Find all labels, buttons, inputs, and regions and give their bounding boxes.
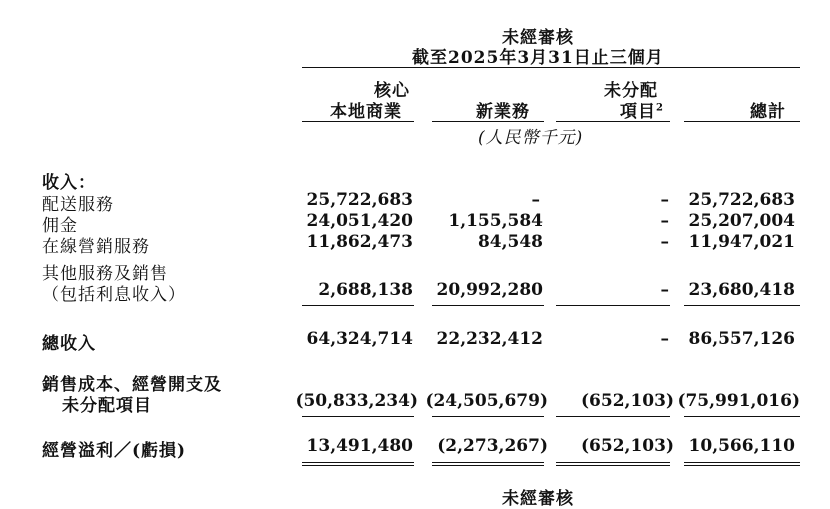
col-new-rule [432, 121, 544, 122]
col-core-rule [302, 121, 414, 122]
col-unallocated-header-line1: 未分配 [604, 81, 658, 101]
costs-rule-core [302, 416, 414, 417]
cell-total-revenue-core: 64,324,714 [306, 329, 413, 349]
cell-delivery-unallocated: – [660, 190, 669, 210]
final-rule-total-2 [684, 465, 800, 466]
cell-total-revenue-new: 22,232,412 [436, 329, 543, 349]
cell-other-services-new: 20,992,280 [436, 280, 543, 300]
cell-costs-new: (24,505,679) [425, 391, 548, 411]
final-rule-new-1 [432, 462, 544, 463]
cell-operating-profit-new: (2,273,267) [437, 436, 548, 456]
row-label-costs: 銷售成本、經營開支及 [42, 375, 222, 395]
cell-online-marketing-unallocated: – [660, 232, 669, 252]
col-unallocated-rule [556, 121, 670, 122]
final-rule-new-2 [432, 465, 544, 466]
final-rule-unallocated-2 [556, 465, 670, 466]
subtotal-rule-core [302, 305, 414, 306]
col-unallocated-label: 項目 [620, 102, 656, 122]
period-header-line1: 未經審核 [502, 28, 574, 48]
cell-commission-unallocated: – [660, 211, 669, 231]
final-rule-unallocated-1 [556, 462, 670, 463]
subtotal-rule-total [684, 305, 800, 306]
col-new-header: 新業務 [476, 102, 530, 122]
row-label-other-services-sub: （包括利息收入） [42, 285, 186, 305]
costs-rule-new [432, 416, 544, 417]
cell-total-revenue-total: 86,557,126 [688, 329, 795, 349]
cell-other-services-core: 2,688,138 [318, 280, 413, 300]
row-label-operating-profit: 經營溢利／(虧損) [42, 441, 187, 461]
cell-online-marketing-new: 84,548 [477, 232, 543, 252]
cell-commission-new: 1,155,584 [448, 211, 543, 231]
cell-delivery-total: 25,722,683 [688, 190, 795, 210]
col-unallocated-header-line2 [620, 97, 664, 122]
period-header-rule [302, 67, 800, 68]
cell-costs-unallocated: (652,103) [581, 391, 674, 411]
final-rule-core-2 [302, 465, 414, 466]
costs-rule-total [684, 416, 800, 417]
footer-partial-heading: 未經審核 [502, 489, 574, 509]
cell-total-revenue-unallocated: – [660, 329, 669, 349]
cell-commission-core: 24,051,420 [306, 211, 413, 231]
cell-operating-profit-unallocated: (652,103) [581, 436, 674, 456]
cell-other-services-unallocated: – [660, 280, 669, 300]
cell-delivery-new: – [531, 190, 540, 210]
row-label-total-revenue: 總收入 [42, 334, 96, 354]
final-rule-total-1 [684, 462, 800, 463]
costs-rule-unallocated [556, 416, 670, 417]
col-core-header-line1: 核心 [374, 81, 410, 101]
footnote-marker: 2 [656, 102, 664, 114]
subtotal-rule-unallocated [556, 305, 670, 306]
cell-commission-total: 25,207,004 [688, 211, 795, 231]
section-revenue-label: 收入： [42, 173, 96, 193]
cell-online-marketing-core: 11,862,473 [306, 232, 413, 252]
row-label-online-marketing: 在線營銷服務 [42, 237, 150, 257]
row-label-delivery: 配送服務 [42, 195, 114, 215]
final-rule-core-1 [302, 462, 414, 463]
subtotal-rule-new [432, 305, 544, 306]
row-label-costs-sub: 未分配項目 [62, 396, 152, 416]
row-label-commission: 佣金 [42, 216, 78, 236]
currency-unit: (人民幣千元) [478, 128, 584, 148]
row-label-other-services: 其他服務及銷售 [42, 264, 168, 284]
col-core-header-line2: 本地商業 [330, 102, 402, 122]
col-total-rule [684, 121, 800, 122]
cell-operating-profit-core: 13,491,480 [306, 436, 413, 456]
cell-costs-core: (50,833,234) [295, 391, 418, 411]
cell-other-services-total: 23,680,418 [688, 280, 795, 300]
period-header-line2: 截至2025年3月31日止三個月 [412, 48, 664, 68]
col-total-header: 總計 [750, 102, 786, 122]
cell-online-marketing-total: 11,947,021 [688, 232, 795, 252]
cell-operating-profit-total: 10,566,110 [688, 436, 795, 456]
cell-delivery-core: 25,722,683 [306, 190, 413, 210]
cell-costs-total: (75,991,016) [677, 391, 800, 411]
